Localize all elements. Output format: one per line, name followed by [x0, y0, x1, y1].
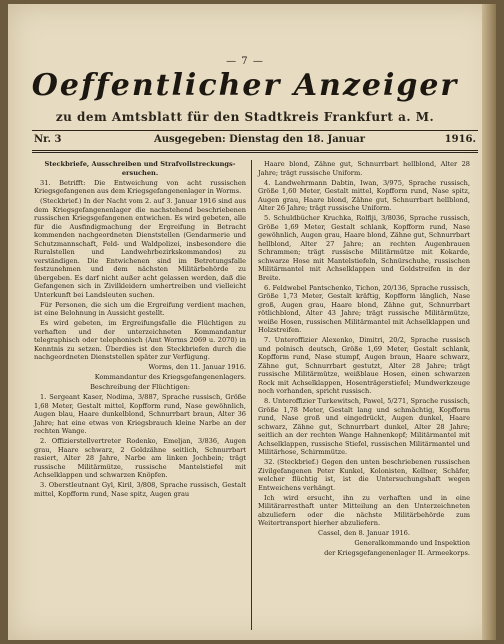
left-paragraph: Worms, den 11. Januar 1916. [148, 363, 246, 371]
right-paragraph: Ich wird ersucht, ihn zu verhaften und in eine Militärarresthaft unter Mitteilung an den Unterzeichneten abzuliefern oder die nächste Militärbehörde zum Weitertransport hierher abzuliefern. [258, 493, 470, 527]
right-paragraph: 7. Unteroffizier Alexenko, Dimitri, 20/2, Sprache russisch und polnisch deutsch, Größe 1,69 Meter, Gestalt schlank, Kopfform rund, Nase stumpf, Augen braun, Haare schwarz, Zähne gut, Schnurrbart gestutzt, Alter 28 Jahre; trägt russische Militärmütze, weißblaue Hosen, einen schwarzen Rock mit Achselklappen, Hosenträgerstiefel; Mundwerkzeuge noch vorhanden, spricht russisch. [258, 336, 470, 395]
right-column [258, 160, 470, 559]
left-paragraph: 1. Sergeant Kaser, Nodima, 3/887, Sprache russisch, Größe 1,68 Meter, Gestalt mittel, Kopfform rund, Nase gewöhnlich, Augen blau, Haare dunkelblond, Schnurrbart braun, Alter 36 Jahre; hat eine etwas von Kriegsbrauch kleine Narbe an der rechten Wange. [34, 393, 246, 435]
right-paragraph: Haare blond, Zähne gut, Schnurrbart hellblond, Alter 28 Jahre; trägt russische Uniform. [258, 160, 470, 177]
publication-date: Ausgegeben: Dienstag den 18. Januar [154, 134, 365, 145]
left-paragraph: 2. Offizierstellvertreter Rodenko, Emeljan, 3/836, Augen grau, Haare schwarz, 2 Goldzähne seitlich, Schnurrbart rasiert, Alter 28 Jahre, Narbe am linken Jochbein; trägt russische Militärmütze, russische Mantelstiefel mit Achselklappen und schwarzen Knöpfen. [34, 437, 246, 479]
left-paragraph: Beschreibung der Flüchtigen: [90, 383, 190, 391]
bottom-rule [32, 150, 478, 151]
document-page [8, 4, 496, 640]
left-paragraph: (Steckbrief.) In der Nacht vom 2. auf 3. Januar 1916 sind aus dem Kriegsgefangenenlager die nachstehend beschriebenen russischen Kriegsgefangenen entwichen. Es wird gebeten, alle für die Ausfindigmachung der Ergreifung in Betracht kommenden nachgeordneten Dienststellen (Gendarmerie und Schutzmannschaft, Feld- und Waldpolizei, insbesondere die Ruralstellen und Landwehrbezirkskommandos) zu verständigen. Die Entwichenen sind im Betretungsfalle festzunehmen und dem nächsten Militärbehörde zu übergeben. Es darf nicht außer acht gelassen werden, daß die Gefangenen sich in Zivilkleidern umhertreiben und vielleicht Unterkunft bei Landsleuten suchen. [34, 197, 246, 299]
right-paragraph: 8. Unteroffizier Turkewitsch, Pawel, 5/271, Sprache russisch, Größe 1,78 Meter, Gestalt lang und schmächtig, Kopfform rund, Nase groß und eingedrückt, Augen dunkel, Haare schwarz, Zähne gut, Schnurrbart dunkel, Alter 28 Jahre; seitlich an der rechten Wange Hahnenkopf; Militärmantel mit Achselklappen, russische Stiefel, russischen Militärmantel und Militärhose, Schirmmütze. [258, 397, 470, 456]
issue-year: 1916. [444, 134, 476, 145]
right-paragraph: 5. Schuldbücher Kruchka, Rolfiji, 3/8036, Sprache russisch, Größe 1,69 Meter, Gestalt schlank, Kopfform rund, Nase gewöhnlich, Augen grau, Haare blond, Zähne gut, Schnurrbart hellblond, Alter 27 Jahre; an rechten Augenbrauen Schrammen; trägt russische Militärmütze mit Kokarde, schwarze Hose mit Mantelstiefeln, Schnürschuhe, russischen Militärmantel mit Achselklappen und Goldstreifen in der Breite. [258, 214, 470, 282]
column-divider [251, 160, 252, 630]
right-paragraph: Cassel, den 8. Januar 1916. [318, 529, 410, 537]
right-paragraph: 6. Feldwebel Pantschenko, Tichon, 20/136, Sprache russisch, Größe 1,73 Meter, Gestalt kräftig, Kopfform länglich, Nase groß, Augen grau, Haare blond, Zähne gut, Schnurrbart rötlichblond, Alter 43 Jahre; trägt russische Militärmütze, weiße Hosen, russischen Militärmantel mit Achselklappen und Holzstreifen. [258, 283, 470, 334]
masthead-title: Oeffentlicher Anzeiger [31, 68, 459, 103]
left-paragraph: Kommandantur des Kriegsgefangenenlagers. [94, 373, 246, 381]
right-paragraph: 32. (Steckbrief.) Gegen den unten beschriebenen russischen Zivilgefangenen Peter Kunkel, Kolonisten, Kellner, Schäfer, welcher flüchtig ist, ist die Untersuchungshaft wegen Entweichens verhängt. [258, 458, 470, 492]
issue-number: Nr. 3 [34, 134, 62, 145]
bottom-rule-double [32, 152, 478, 153]
right-paragraph: 4. Landwehrmann Dabtin, Iwan, 3/975, Sprache russisch, Größe 1,60 Meter, Gestalt mittel, Kopfform rund, Nase spitz, Augen grau, Haare blond, Zähne gut, Schnurrbart hellblond, Alter 26 Jahre; trägt russische Uniform. [258, 178, 470, 212]
masthead-subtitle: zu dem Amtsblatt für den Stadtkreis Frankfurt a. M. [55, 110, 435, 124]
page-binding [482, 4, 496, 640]
right-paragraph: Generalkommando und Inspektion [354, 539, 470, 547]
left-paragraph: Steckbriefe, Ausschreiben und Strafvollstreckungs-ersuchen. [44, 160, 236, 177]
left-paragraph: 3. Oberstleutnant Gyl, Kiril, 3/808, Sprache russisch, Gestalt mittel, Kopfform rund, Nase spitz, Augen grau [34, 481, 246, 498]
top-rule [32, 130, 478, 131]
left-paragraph: 31. Betrifft: Die Entweichung von acht russischen Kriegsgefangenen aus dem Kriegsgefangenenlager in Worms. [34, 178, 246, 195]
left-paragraph: Es wird gebeten, im Ergreifungsfalle die Flüchtigen zu verhaften und der unterzeichneten Kommandantur telegraphisch oder telephonisch (Amt Worms 2069 u. 2070) in Kenntnis zu setzen. Überdies ist den Steckbriefen durch die nachgeordneten Dienststellen später zur Verfügung. [34, 319, 246, 361]
left-column [34, 160, 246, 500]
page-number: — 7 — [226, 56, 264, 67]
right-paragraph: der Kriegsgefangenenlager II. Armeekorps. [324, 549, 470, 557]
left-paragraph: Für Personen, die sich um die Ergreifung verdient machen, ist eine Belohnung in Aussicht gestellt. [34, 300, 246, 317]
